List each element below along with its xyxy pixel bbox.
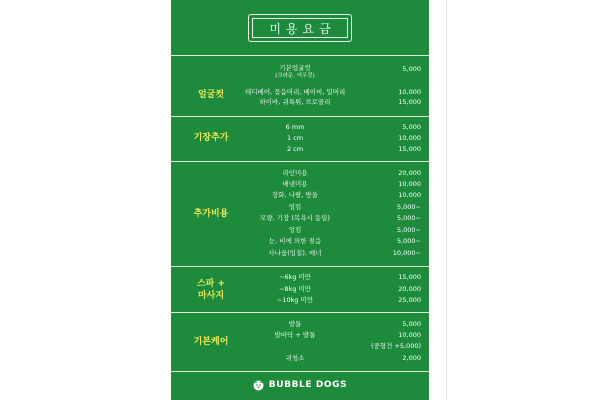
- service-price: 5,000: [402, 65, 421, 73]
- category-label-line: 마사지: [197, 291, 225, 301]
- page-edge-line: [446, 0, 447, 400]
- service-price: 2,000: [402, 354, 421, 362]
- service-item: ~6kg 미만: [278, 273, 312, 281]
- service-price: 10,000: [398, 191, 421, 199]
- brand-footer: [171, 377, 429, 393]
- service-item: 엉킴: [288, 203, 302, 211]
- service-item: 1 cm: [286, 134, 304, 142]
- service-price: 5,000~: [396, 237, 421, 245]
- page-title: 미용요금: [252, 18, 348, 38]
- service-item: 6 mm: [285, 123, 305, 131]
- service-price: 5,000~: [396, 226, 421, 234]
- category-label: 추가비용: [193, 209, 229, 219]
- service-price: 10,000: [398, 134, 421, 142]
- section-divider: [171, 55, 429, 56]
- service-item: 발바닥 + 발톱: [274, 331, 316, 339]
- service-item: 모량, 기장 (목욕시 동일): [260, 214, 330, 222]
- service-item: 배냇미용: [282, 180, 308, 188]
- service-item: 발톱: [288, 320, 302, 328]
- service-item: 장화, 나팔, 방울: [272, 191, 318, 199]
- dog-logo-icon: [253, 380, 264, 391]
- category-label-line: 스파 +: [196, 279, 226, 289]
- category-label: 기장추가: [193, 133, 229, 143]
- section-divider: [171, 116, 429, 117]
- section-divider: [171, 312, 429, 313]
- category-face-cut: [171, 89, 251, 101]
- service-price: 15,000: [398, 145, 421, 153]
- section-divider: [171, 266, 429, 267]
- brand-name: BUBBLE DOGS: [268, 380, 348, 390]
- category-label: 얼굴컷: [197, 90, 225, 100]
- service-price: 5,000~: [396, 214, 421, 222]
- service-price: 15,000: [398, 98, 421, 106]
- category-spa-massage: [171, 278, 251, 302]
- service-price: 10,000~: [392, 249, 421, 257]
- service-item: 기본얼굴컷: [279, 64, 311, 72]
- service-item: 라인미용: [282, 169, 308, 177]
- service-item: 엉킴: [288, 226, 302, 234]
- service-item-note: (크라운, 여우컷): [275, 73, 315, 79]
- service-price: 10,000: [398, 180, 421, 188]
- service-price: 20,000: [398, 169, 421, 177]
- service-price: 20,000: [398, 285, 421, 293]
- section-divider: [171, 161, 429, 162]
- service-price: 5,000: [402, 123, 421, 131]
- category-basic-care: [171, 336, 251, 348]
- service-item: ~8kg 미만: [278, 285, 312, 293]
- category-label: 기본케어: [193, 337, 229, 347]
- service-item: 사나움(입질), 매너: [268, 249, 322, 257]
- service-item: 귀청소: [285, 354, 305, 362]
- section-divider: [171, 371, 429, 372]
- title-plate: [248, 14, 352, 42]
- service-price-note: (중형견 +5,000): [370, 342, 421, 350]
- category-additional-cost: [171, 208, 251, 220]
- service-item: ~10kg 미만: [276, 296, 314, 304]
- service-price: 25,000: [398, 296, 421, 304]
- service-item: 눈, 비에 의한 젖음: [268, 237, 322, 245]
- service-price: 15,000: [398, 273, 421, 281]
- service-price: 5,000: [402, 320, 421, 328]
- service-price: 5,000~: [396, 203, 421, 211]
- service-item: 테디베어, 묶음머리, 베이비, 밀머리: [245, 88, 346, 96]
- service-item: 하이바, 귀툭튀, 브로콜리: [259, 98, 331, 106]
- service-price: 10,000: [398, 331, 421, 339]
- service-item: 2 cm: [286, 145, 304, 153]
- service-price: 10,000: [398, 88, 421, 96]
- category-length-extra: [171, 132, 251, 144]
- price-board: [171, 0, 429, 400]
